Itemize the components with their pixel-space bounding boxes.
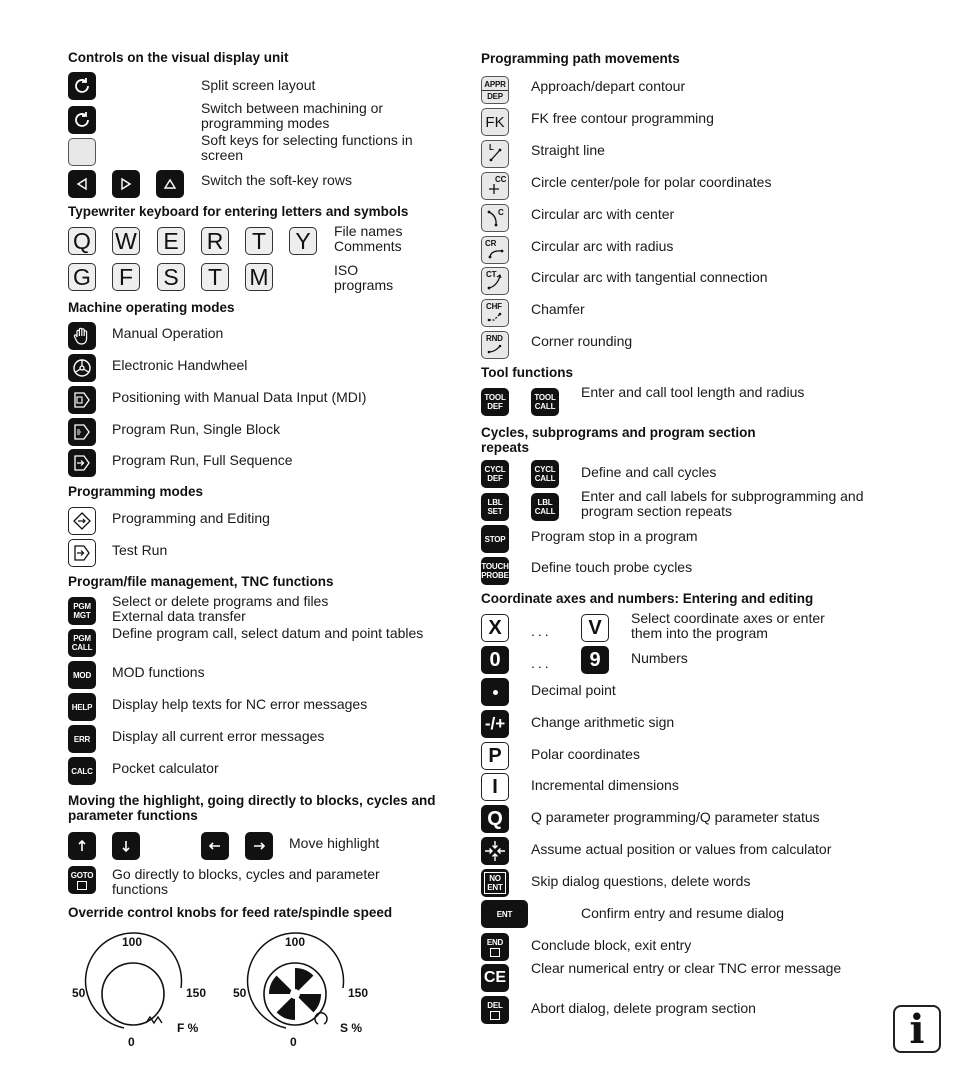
arc-radius-label: Circular arc with radius	[531, 238, 674, 254]
arrow-up-key[interactable]	[68, 832, 96, 860]
key-v[interactable]: V	[581, 614, 609, 642]
touch-probe-line1: TOUCH	[481, 562, 509, 571]
err-key[interactable]: ERR	[68, 725, 96, 753]
heading-programming-modes: Programming modes	[68, 484, 204, 499]
heading-display-controls: Controls on the visual display unit	[68, 50, 289, 65]
appr-dep-label: Approach/depart contour	[531, 78, 686, 94]
key-9[interactable]: 9	[581, 646, 609, 674]
polar-key[interactable]: P	[481, 742, 509, 770]
cycl-call-key[interactable]	[531, 460, 559, 488]
mdi-label: Positioning with Manual Data Input (MDI)	[112, 389, 367, 405]
pgm-mgt-label: Select or delete programs and files External data transfer	[112, 593, 329, 624]
heading-tool-functions: Tool functions	[481, 365, 573, 380]
key-0[interactable]: 0	[481, 646, 509, 674]
number-dots: ...	[531, 655, 552, 671]
mode-switch-label: Switch between machining or programming modes	[201, 100, 384, 131]
incremental-key[interactable]: I	[481, 773, 509, 801]
calc-key[interactable]: CALC	[68, 757, 96, 785]
del-key-text: DEL	[487, 1000, 503, 1010]
heading-axes-numbers: Coordinate axes and numbers: Entering and editing	[481, 591, 814, 606]
pgm-mgt-key-line2: MGT	[73, 611, 91, 620]
chamfer-key[interactable]	[481, 299, 509, 327]
pgm-mgt-key[interactable]	[68, 597, 96, 625]
lbl-set-line2: SET	[487, 507, 503, 516]
sign-key[interactable]: -/+	[481, 710, 509, 738]
iso-label: ISO programs	[334, 262, 394, 293]
arc-center-key[interactable]	[481, 204, 509, 232]
cycl-call-line2: CALL	[534, 474, 556, 483]
diamond-arrow-icon	[72, 511, 92, 531]
spindle-knob-top-value: 100	[285, 935, 306, 949]
heading-path-movements: Programming path movements	[481, 51, 680, 66]
hand-icon	[73, 326, 91, 346]
arrow-left-key[interactable]	[201, 832, 229, 860]
pgm-mgt-key-line1: PGM	[73, 602, 91, 611]
lbl-call-line2: CALL	[534, 507, 556, 516]
softkey-prev-button[interactable]	[68, 170, 96, 198]
help-label: Display help texts for NC error messages	[112, 696, 368, 712]
handwheel-label: Electronic Handwheel	[112, 357, 248, 373]
mode-switch-key[interactable]	[68, 106, 96, 134]
help-key[interactable]: HELP	[68, 693, 96, 721]
no-ent-frame	[484, 872, 505, 894]
stop-key[interactable]: STOP	[481, 525, 509, 553]
round-key[interactable]	[481, 331, 509, 359]
decimal-point-label: Decimal point	[531, 682, 616, 698]
softkey-up-button[interactable]	[156, 170, 184, 198]
straight-line-label: Straight line	[531, 142, 605, 158]
actual-position-label: Assume actual position or values from calculator	[531, 841, 832, 857]
key-f[interactable]: F	[112, 263, 140, 291]
tool-call-key[interactable]	[531, 388, 559, 416]
chamfer-key-text: CHF	[486, 302, 502, 311]
info-icon[interactable]: i	[893, 1005, 941, 1053]
key-q[interactable]: Q	[68, 227, 96, 255]
decimal-point-key[interactable]	[481, 678, 509, 706]
no-ent-label: Skip dialog questions, delete words	[531, 873, 751, 889]
circle-center-key[interactable]	[481, 172, 509, 200]
goto-key[interactable]	[68, 866, 96, 894]
end-box-icon	[490, 948, 500, 957]
touch-probe-key[interactable]	[481, 557, 509, 585]
spindle-knob-symbol: S %	[340, 1021, 363, 1035]
no-ent-line1: NO	[489, 874, 501, 883]
sign-label: Change arithmetic sign	[531, 714, 675, 730]
goto-key-text: GOTO	[70, 870, 94, 880]
goto-box-icon	[77, 881, 87, 890]
key-m[interactable]: M	[245, 263, 273, 291]
key-x[interactable]: X	[481, 614, 509, 642]
straight-line-icon	[485, 144, 505, 164]
key-e[interactable]: E	[157, 227, 185, 255]
cycl-def-line2: DEF	[487, 474, 503, 483]
axes-label: Select coordinate axes or enter them into the program	[631, 610, 825, 641]
fk-label: FK free contour programming	[531, 110, 714, 126]
straight-line-key[interactable]	[481, 140, 509, 168]
q-parameter-key[interactable]: Q	[481, 805, 509, 833]
arrow-right-key[interactable]	[245, 832, 273, 860]
end-label: Conclude block, exit entry	[531, 937, 692, 953]
key-s[interactable]: S	[157, 263, 185, 291]
programming-editing-key[interactable]	[68, 507, 96, 535]
split-screen-key[interactable]	[68, 72, 96, 100]
tool-call-line2: CALL	[534, 402, 556, 411]
dep-key-text: DEP	[487, 91, 503, 101]
manual-operation-label: Manual Operation	[112, 325, 224, 341]
heading-file-management: Program/file management, TNC functions	[68, 574, 334, 589]
mod-label: MOD functions	[112, 664, 205, 680]
pgm-call-key[interactable]	[68, 629, 96, 657]
no-ent-key[interactable]	[481, 869, 509, 897]
goto-label: Go directly to blocks, cycles and parameter functions	[112, 866, 380, 897]
arrow-up-icon	[76, 839, 88, 853]
arrow-left-icon	[208, 840, 222, 852]
soft-key-label: Soft keys for selecting functions in screen	[201, 132, 413, 163]
round-key-text: RND	[486, 334, 503, 343]
handwheel-key[interactable]	[68, 354, 96, 382]
del-box-icon	[490, 1011, 500, 1020]
soft-key[interactable]	[68, 138, 96, 166]
lbl-call-key[interactable]	[531, 493, 559, 521]
tool-def-key[interactable]	[481, 388, 509, 416]
touch-probe-label: Define touch probe cycles	[531, 559, 693, 575]
feed-knob-left-value: 50	[72, 986, 86, 1000]
feed-knob-bottom-value: 0	[128, 1035, 135, 1049]
appr-key-divider	[482, 90, 508, 91]
capture-position-icon	[484, 840, 506, 862]
circle-center-key-text: CC	[495, 175, 507, 184]
test-run-key[interactable]	[68, 539, 96, 567]
lbl-call-line1: LBL	[537, 498, 553, 507]
cycl-def-key[interactable]	[481, 460, 509, 488]
err-label: Display all current error messages	[112, 728, 325, 744]
numbers-label: Numbers	[631, 650, 688, 666]
end-key-text: END	[486, 937, 504, 947]
spindle-knob-right-value: 150	[348, 986, 369, 1000]
test-run-label: Test Run	[112, 542, 168, 558]
key-t[interactable]: T	[245, 227, 273, 255]
arc-radius-key-text: CR	[485, 239, 497, 248]
file-names-label: File names Comments	[334, 223, 403, 254]
fk-key[interactable]: FK	[481, 108, 509, 136]
feed-knob-symbol: F %	[177, 1021, 199, 1035]
chamfer-label: Chamfer	[531, 301, 585, 317]
incremental-label: Incremental dimensions	[531, 777, 679, 793]
softkey-rows-label: Switch the soft-key rows	[201, 172, 352, 188]
dot-icon	[493, 690, 498, 695]
key-w[interactable]: W	[112, 227, 140, 255]
del-label: Abort dialog, delete program section	[531, 1000, 756, 1016]
tool-def-line1: TOOL	[484, 393, 506, 402]
tool-call-line1: TOOL	[534, 393, 556, 402]
mdi-icon	[72, 390, 92, 410]
ent-label: Confirm entry and resume dialog	[581, 905, 785, 921]
spindle-knob-bottom-value: 0	[290, 1035, 297, 1049]
arc-radius-key[interactable]	[481, 236, 509, 264]
pgm-call-key-line2: CALL	[71, 643, 93, 652]
arc-center-label: Circular arc with center	[531, 206, 675, 222]
arc-tangential-label: Circular arc with tangential connection	[531, 269, 768, 285]
q-parameter-label: Q parameter programming/Q parameter status	[531, 809, 820, 825]
key-g[interactable]: G	[68, 263, 96, 291]
tool-def-line2: DEF	[487, 402, 503, 411]
key-t2[interactable]: T	[201, 263, 229, 291]
refresh-icon	[72, 76, 92, 96]
arc-tangential-key-text: CT	[486, 270, 497, 279]
labels-label: Enter and call labels for subprogramming and program section repeats	[581, 488, 864, 519]
del-key[interactable]	[481, 996, 509, 1024]
heading-typewriter: Typewriter keyboard for entering letters and symbols	[68, 204, 409, 219]
heading-cycles: Cycles, subprograms and program section repeats	[481, 425, 756, 455]
softkey-next-button[interactable]	[112, 170, 140, 198]
triangle-right-icon	[119, 177, 133, 191]
actual-position-key[interactable]	[481, 837, 509, 865]
straight-line-key-text: L	[489, 143, 494, 152]
arc-tangential-key[interactable]	[481, 267, 509, 295]
arrow-down-key[interactable]	[112, 832, 140, 860]
full-sequence-icon	[72, 453, 92, 473]
polar-label: Polar coordinates	[531, 746, 640, 762]
cycl-def-line1: CYCL	[484, 465, 506, 474]
ce-key[interactable]: CE	[481, 964, 509, 992]
pgm-call-label: Define program call, select datum and point tables	[112, 625, 424, 641]
round-label: Corner rounding	[531, 333, 633, 349]
heading-override-knobs: Override control knobs for feed rate/spindle speed	[68, 905, 393, 920]
lbl-set-key[interactable]	[481, 493, 509, 521]
feed-knob-top-value: 100	[122, 935, 143, 949]
spindle-knob-left-value: 50	[233, 986, 247, 1000]
ent-key[interactable]: ENT	[481, 900, 528, 928]
axis-dots: ...	[531, 623, 552, 639]
steering-wheel-icon	[72, 358, 92, 378]
cycles-label: Define and call cycles	[581, 464, 717, 480]
cycle-icon	[72, 110, 92, 130]
triangle-left-icon	[75, 177, 89, 191]
appr-dep-key[interactable]	[481, 76, 509, 104]
full-sequence-key[interactable]	[68, 449, 96, 477]
calc-label: Pocket calculator	[112, 760, 219, 776]
key-r[interactable]: R	[201, 227, 229, 255]
feed-knob-right-value: 150	[186, 986, 207, 1000]
single-block-icon	[72, 422, 92, 442]
heading-machine-modes: Machine operating modes	[68, 300, 235, 315]
move-highlight-label: Move highlight	[289, 835, 380, 851]
single-block-key[interactable]	[68, 418, 96, 446]
arrow-right-icon	[252, 840, 266, 852]
mdi-key[interactable]	[68, 386, 96, 414]
single-block-label: Program Run, Single Block	[112, 421, 281, 437]
programming-editing-label: Programming and Editing	[112, 510, 270, 526]
test-run-icon	[72, 543, 92, 563]
touch-probe-line2: PROBE	[481, 571, 509, 580]
triangle-up-icon	[163, 177, 177, 191]
key-y[interactable]: Y	[289, 227, 317, 255]
split-screen-label: Split screen layout	[201, 77, 316, 93]
manual-operation-key[interactable]	[68, 322, 96, 350]
arrow-down-icon	[120, 839, 132, 853]
no-ent-line2: ENT	[487, 883, 503, 892]
stop-label: Program stop in a program	[531, 528, 698, 544]
ce-label: Clear numerical entry or clear TNC error message	[531, 960, 842, 976]
pgm-call-key-line1: PGM	[73, 634, 91, 643]
tool-label: Enter and call tool length and radius	[581, 384, 805, 400]
heading-move-highlight: Moving the highlight, going directly to blocks, cycles and parameter functions	[68, 793, 436, 823]
arc-center-key-text: C	[498, 208, 504, 217]
circle-center-label: Circle center/pole for polar coordinates	[531, 174, 772, 190]
appr-key-text: APPR	[484, 79, 506, 89]
full-sequence-label: Program Run, Full Sequence	[112, 452, 293, 468]
end-key[interactable]	[481, 933, 509, 961]
lbl-set-line1: LBL	[487, 498, 503, 507]
cycl-call-line1: CYCL	[534, 465, 556, 474]
mod-key[interactable]: MOD	[68, 661, 96, 689]
